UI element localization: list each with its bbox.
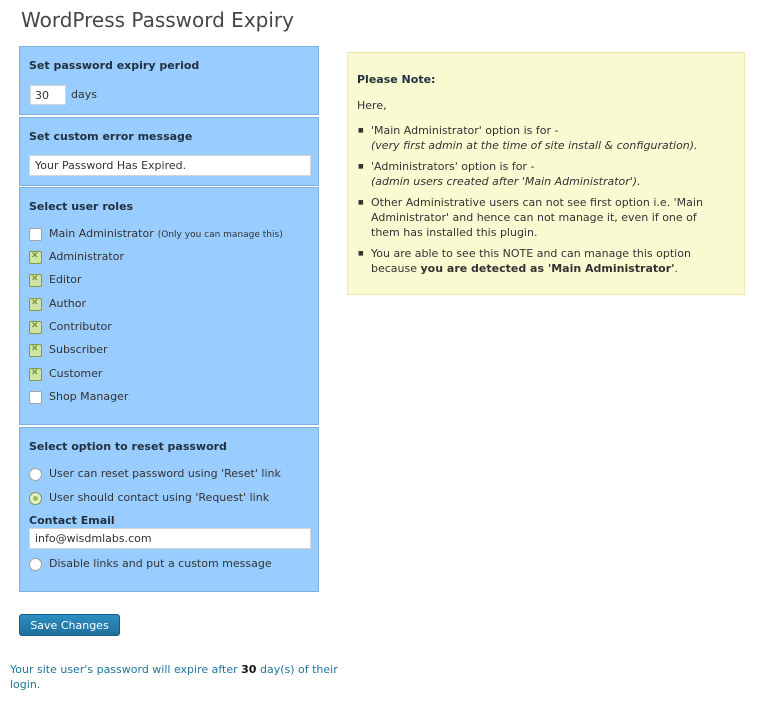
reset-option-panel bbox=[19, 427, 319, 592]
note-item-other-admins: ■ Other Administrative users can not see first option i.e. 'Main Administrator' and hence can not manage it, even if one of them has installed this plugin. bbox=[357, 195, 727, 240]
role-author-checkbox[interactable] bbox=[29, 298, 42, 311]
role-author-label: Author bbox=[49, 297, 87, 310]
note-item-main-admin bbox=[357, 123, 727, 153]
contact-email-label: Contact Email bbox=[29, 514, 115, 527]
expiry-summary-text bbox=[10, 662, 340, 692]
request-link-radio[interactable] bbox=[29, 492, 42, 505]
disable-links-radio[interactable] bbox=[29, 558, 42, 571]
role-editor-label: Editor bbox=[49, 273, 82, 286]
note-item-detected bbox=[357, 246, 727, 276]
note-item-main-admin-line2: (very first admin at the time of site install & configuration). bbox=[371, 139, 698, 152]
reset-link-label: User can reset password using 'Reset' link bbox=[49, 467, 281, 480]
reset-link-radio[interactable] bbox=[29, 468, 42, 481]
role-shop-manager-label: Shop Manager bbox=[49, 390, 129, 403]
note-item-detected-bold: you are detected as 'Main Administrator' bbox=[420, 262, 675, 275]
role-shop-manager-checkbox[interactable] bbox=[29, 391, 42, 404]
note-item-main-admin-line1: 'Main Administrator' option is for - bbox=[371, 124, 559, 137]
role-main-administrator-label: Main Administrator bbox=[49, 227, 154, 240]
role-subscriber-checkbox[interactable] bbox=[29, 344, 42, 357]
role-administrator-label: Administrator bbox=[49, 250, 124, 263]
note-item-administrators-line2: (admin users created after 'Main Administrator'). bbox=[371, 175, 641, 188]
expiry-period-heading: Set password expiry period bbox=[29, 59, 200, 72]
role-contributor-checkbox[interactable] bbox=[29, 321, 42, 334]
role-main-administrator-checkbox[interactable] bbox=[29, 228, 42, 241]
note-title: Please Note: bbox=[357, 73, 436, 86]
user-roles-heading: Select user roles bbox=[29, 200, 134, 213]
role-customer-label: Customer bbox=[49, 367, 103, 380]
role-main-administrator-note: (Only you can manage this) bbox=[157, 230, 283, 240]
expiry-summary-suffix: day(s) of their login. bbox=[10, 663, 338, 691]
note-item-administrators-line1: 'Administrators' option is for - bbox=[371, 160, 535, 173]
role-subscriber-label: Subscriber bbox=[49, 343, 108, 356]
note-item-detected-suffix: . bbox=[674, 262, 678, 275]
expiry-days-input[interactable] bbox=[30, 85, 66, 105]
role-contributor-label: Contributor bbox=[49, 320, 112, 333]
role-editor-checkbox[interactable] bbox=[29, 274, 42, 287]
note-intro: Here, bbox=[357, 99, 387, 112]
note-box bbox=[347, 52, 745, 295]
expiry-summary-days: 30 bbox=[241, 663, 257, 676]
days-unit-label: days bbox=[71, 88, 97, 101]
save-changes-button[interactable]: Save Changes bbox=[19, 614, 120, 636]
request-link-label: User should contact using 'Request' link bbox=[49, 491, 270, 504]
expiry-period-panel bbox=[19, 46, 319, 115]
contact-email-input[interactable] bbox=[29, 528, 311, 549]
disable-links-label: Disable links and put a custom message bbox=[49, 557, 272, 570]
user-roles-panel bbox=[19, 187, 319, 425]
role-administrator-checkbox[interactable] bbox=[29, 251, 42, 264]
note-item-detected-prefix: You are able to see this NOTE and can manage this option because bbox=[371, 247, 691, 275]
note-item-administrators bbox=[357, 159, 727, 189]
role-customer-checkbox[interactable] bbox=[29, 368, 42, 381]
error-message-heading: Set custom error message bbox=[29, 130, 193, 143]
page-title: WordPress Password Expiry bbox=[21, 8, 294, 32]
note-list bbox=[357, 123, 727, 282]
expiry-summary-prefix: Your site user's password will expire after bbox=[10, 663, 242, 676]
reset-option-heading: Select option to reset password bbox=[29, 440, 227, 453]
error-message-input[interactable] bbox=[29, 155, 311, 176]
error-message-panel bbox=[19, 117, 319, 186]
